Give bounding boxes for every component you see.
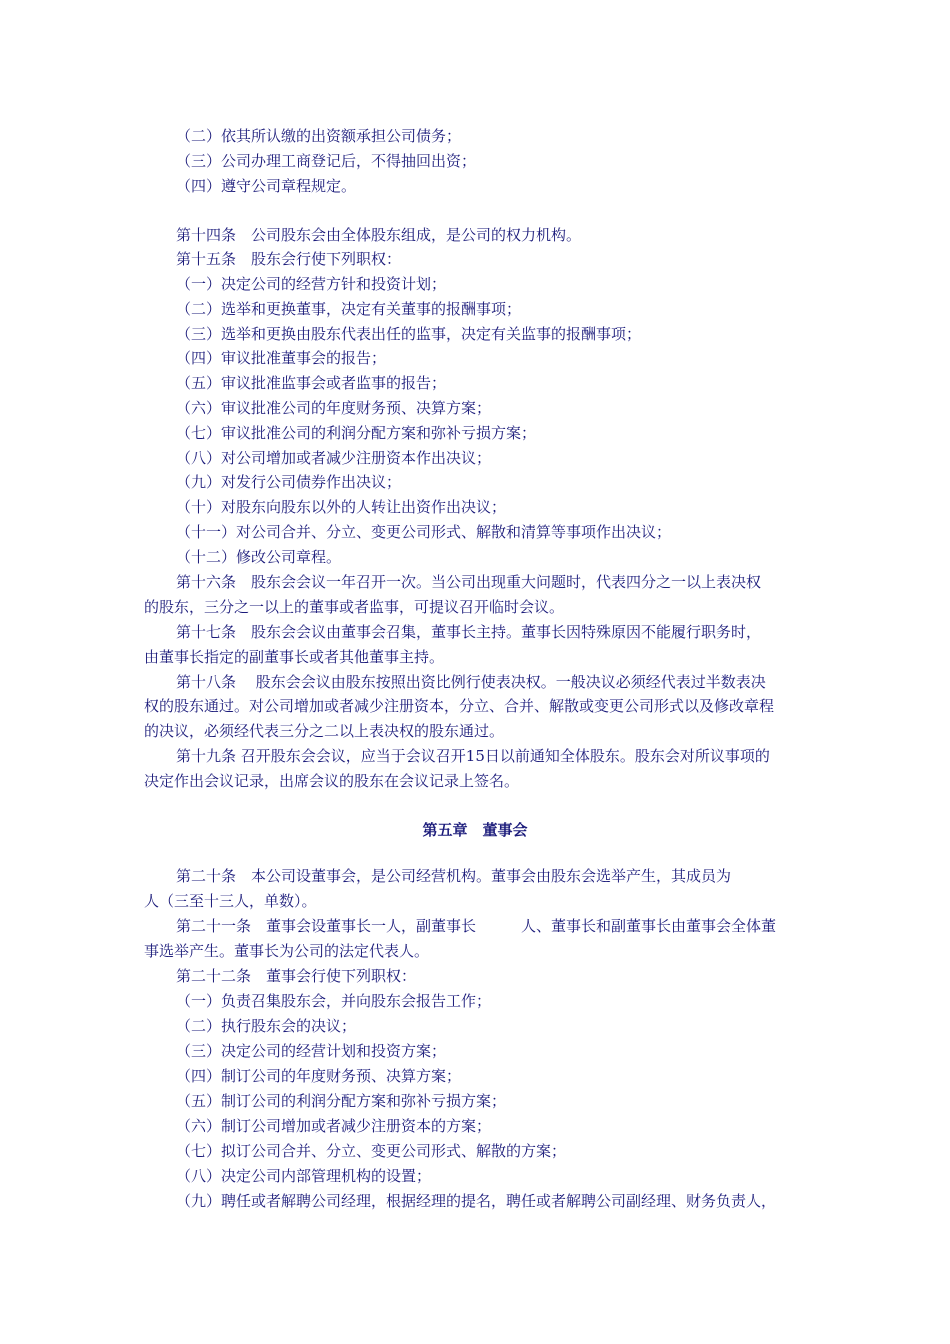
paragraph-line: （五）审议批准监事会或者监事的报告； xyxy=(176,374,447,392)
paragraph-line: （六）制订公司增加或者减少注册资本的方案； xyxy=(176,1117,492,1135)
paragraph-line: （三）选举和更换由股东代表出任的监事，决定有关监事的报酬事项； xyxy=(176,325,642,343)
paragraph-line: 决定作出会议记录，出席会议的股东在会议记录上签名。 xyxy=(144,772,520,790)
paragraph-line: 第十五条 股东会行使下列职权： xyxy=(176,250,402,268)
chapter-heading: 第五章 董事会 xyxy=(422,821,528,839)
paragraph-line: 事选举产生。董事长为公司的法定代表人。 xyxy=(144,942,430,960)
paragraph-line: （十一）对公司合并、分立、变更公司形式、解散和清算等事项作出决议； xyxy=(176,523,672,541)
paragraph-line: 由董事长指定的副董事长或者其他董事主持。 xyxy=(144,648,445,666)
paragraph-line: 第十八条 股东会会议由股东按照出资比例行使表决权。一般决议必须经代表过半数表决 xyxy=(176,673,766,691)
paragraph-line: （四）制订公司的年度财务预、决算方案； xyxy=(176,1067,462,1085)
paragraph-line: （三）公司办理工商登记后，不得抽回出资； xyxy=(176,152,477,170)
paragraph-line: （一）负责召集股东会，并向股东会报告工作； xyxy=(176,992,492,1010)
paragraph-line: （二）依其所认缴的出资额承担公司债务； xyxy=(176,127,462,145)
paragraph-line: （八）决定公司内部管理机构的设置； xyxy=(176,1167,432,1185)
paragraph-line: 第十六条 股东会会议一年召开一次。当公司出现重大问题时，代表四分之一以上表决权 xyxy=(176,573,762,591)
paragraph-line: （二）选举和更换董事，决定有关董事的报酬事项； xyxy=(176,300,522,318)
paragraph-line: （五）制订公司的利润分配方案和弥补亏损方案； xyxy=(176,1092,507,1110)
paragraph-line: 第十九条 召开股东会会议，应当于会议召开15日以前通知全体股东。股东会对所议事项的 xyxy=(176,747,770,765)
paragraph-line: （十二）修改公司章程。 xyxy=(176,548,342,566)
paragraph-line: 的股东，三分之一以上的董事或者监事，可提议召开临时会议。 xyxy=(144,598,565,616)
paragraph-line: 的决议，必须经代表三分之二以上表决权的股东通过。 xyxy=(144,722,505,740)
paragraph-line: （十）对股东向股东以外的人转让出资作出决议； xyxy=(176,498,507,516)
paragraph-line: （六）审议批准公司的年度财务预、决算方案； xyxy=(176,399,492,417)
paragraph-line: 第二十二条 董事会行使下列职权： xyxy=(176,967,417,985)
paragraph-line: （七）审议批准公司的利润分配方案和弥补亏损方案； xyxy=(176,424,537,442)
paragraph-line: （九）对发行公司债券作出决议； xyxy=(176,473,402,491)
paragraph-line: （八）对公司增加或者减少注册资本作出决议； xyxy=(176,449,492,467)
paragraph-line: 第十四条 公司股东会由全体股东组成，是公司的权力机构。 xyxy=(176,226,582,244)
paragraph-line: （一）决定公司的经营方针和投资计划； xyxy=(176,275,447,293)
paragraph-line: （二）执行股东会的决议； xyxy=(176,1017,357,1035)
paragraph-line: （四）审议批准董事会的报告； xyxy=(176,349,387,367)
paragraph-line: （七）拟订公司合并、分立、变更公司形式、解散的方案； xyxy=(176,1142,567,1160)
paragraph-line: （九）聘任或者解聘公司经理，根据经理的提名，聘任或者解聘公司副经理、财务负责人， xyxy=(176,1192,777,1210)
paragraph-line: 第二十条 本公司设董事会，是公司经营机构。董事会由股东会选举产生，其成员为 xyxy=(176,867,732,885)
paragraph-line: 权的股东通过。对公司增加或者减少注册资本，分立、合并、解散或变更公司形式以及修改章程 xyxy=(144,697,775,715)
paragraph-line: 第二十一条 董事会设董事长一人，副董事长 人、董事长和副董事长由董事会全体董 xyxy=(176,917,777,935)
paragraph-line: 人（三至十三人，单数）。 xyxy=(144,892,317,910)
paragraph-line: 第十七条 股东会会议由董事会召集，董事长主持。董事长因特殊原因不能履行职务时， xyxy=(176,623,762,641)
paragraph-line: （三）决定公司的经营计划和投资方案； xyxy=(176,1042,447,1060)
paragraph-line: （四）遵守公司章程规定。 xyxy=(176,177,357,195)
